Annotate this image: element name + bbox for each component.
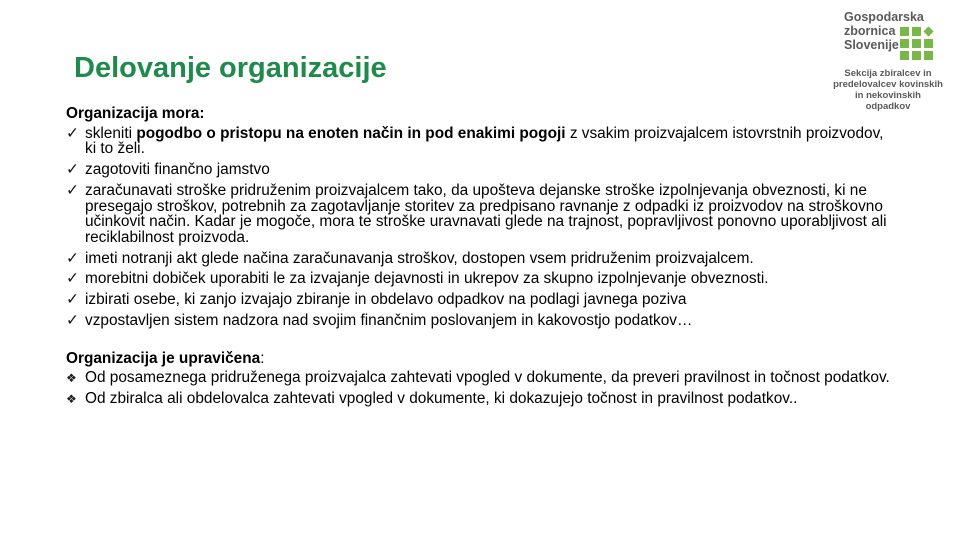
item-text: zagotoviti finančno jamstvo xyxy=(85,161,270,179)
logo-sub-line: Sekcija zbiralcev in xyxy=(844,68,932,79)
section-heading-rest: : xyxy=(260,350,265,368)
check-icon: ✓ xyxy=(66,124,79,142)
list-item xyxy=(66,292,896,308)
list-item xyxy=(66,313,896,329)
logo-sub-line: predelovalcev kovinskih xyxy=(833,79,943,90)
list-item xyxy=(66,271,896,287)
logo-name-line: Gospodarska xyxy=(844,10,924,24)
item-text: vzpostavljen sistem nadzora nad svojim finančnim poslovanjem in kakovostjo podatkov… xyxy=(85,311,693,329)
section-heading: Organizacija mora: xyxy=(66,105,205,122)
item-text: Od zbiralca ali obdelovalca zahtevati vpogled v dokumente, ki dokazujejo točnost in pravilnost podatkov.. xyxy=(85,389,798,407)
gzs-logo xyxy=(832,10,952,112)
list-item xyxy=(66,391,896,407)
slide-content xyxy=(66,106,896,412)
item-text: morebitni dobiček uporabiti le za izvajanje dejavnosti in ukrepov za skupno izpolnjevanje obveznosti. xyxy=(85,270,769,288)
item-text: skleniti xyxy=(85,124,137,142)
obligations-list xyxy=(66,126,896,329)
check-icon: ✓ xyxy=(66,270,79,288)
diamond-icon: ❖ xyxy=(66,371,77,386)
item-bold-text: pogodbo o pristopu na enoten način in pod enakimi pogoji xyxy=(136,124,566,142)
check-icon: ✓ xyxy=(66,181,79,199)
item-text: izbirati osebe, ki zanjo izvajajo zbiranje in obdelavo odpadkov na podlagi javnega poziva xyxy=(85,291,687,309)
logo-grid-icon xyxy=(900,27,934,61)
check-icon: ✓ xyxy=(66,161,79,179)
logo-sub-line: in nekovinskih odpadkov xyxy=(855,90,921,112)
slide-title: Delovanje organizacije xyxy=(74,52,387,84)
logo-name-line: Slovenije xyxy=(844,38,899,52)
list-item xyxy=(66,251,896,267)
diamond-icon: ❖ xyxy=(66,391,77,406)
section-heading xyxy=(66,351,896,367)
rights-list xyxy=(66,370,896,406)
logo-name-line: zbornica xyxy=(844,24,896,38)
list-item xyxy=(66,370,896,386)
check-icon: ✓ xyxy=(66,249,79,267)
section-heading-bold: Organizacija je upravičena xyxy=(66,350,261,368)
list-item xyxy=(66,183,896,246)
list-item xyxy=(66,162,896,178)
list-item xyxy=(66,126,896,157)
item-text: imeti notranji akt glede načina zaračunavanja stroškov, dostopen vsem pridruženim proizvajalcem. xyxy=(85,249,754,267)
item-text: zaračunavati stroške pridruženim proizvajalcem tako, da upošteva dejanske stroške izpolnjevanja obveznosti, ki ne presegajo stroškov, potrebnih za zagotavljanje storitev za predpisano ravnanje z odpadki iz proizvodov na stroškovno učinkovit način. Kadar je mogoče, mora te stroške uravnavati glede na trajnost, popravljivost ponovno uporabljivost ali reciklabilnost proizvoda. xyxy=(85,181,887,246)
check-icon: ✓ xyxy=(66,311,79,329)
check-icon: ✓ xyxy=(66,291,79,309)
item-text: Od posameznega pridruženega proizvajalca zahtevati vpogled v dokumente, da preveri pravilnost in točnost podatkov. xyxy=(85,369,890,387)
item-text: z vsakim proizvajalcem istovrstnih proizvodov, ki to želi. xyxy=(85,124,884,158)
